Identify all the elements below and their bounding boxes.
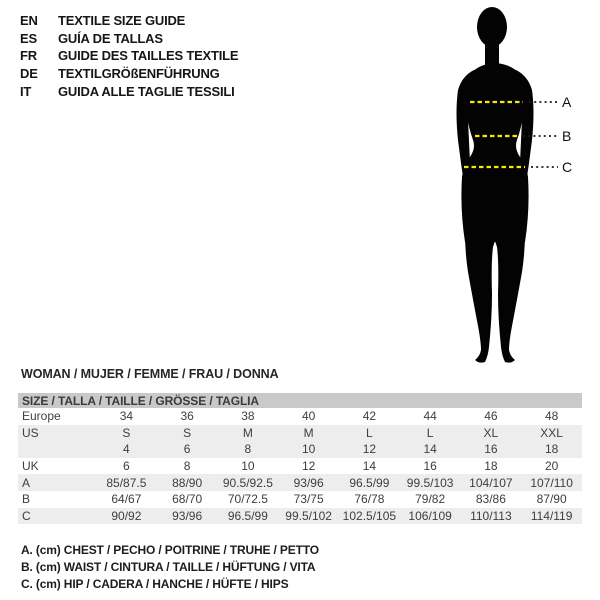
language-code: EN xyxy=(20,13,38,29)
language-row-it xyxy=(20,82,238,100)
size-cell: L xyxy=(426,425,434,440)
size-cell: 18 xyxy=(484,459,498,474)
legend-line-b: B. (cm) WAIST / CINTURA / TAILLE / HÜFTUNG / VITA xyxy=(21,560,316,575)
size-cell: 6 xyxy=(123,459,130,474)
size-cell: 8 xyxy=(183,459,191,474)
woman-silhouette-icon xyxy=(430,0,600,370)
measure-label-b: B xyxy=(562,128,572,144)
size-table-row-us-numeric xyxy=(18,441,582,458)
size-cell: 34 xyxy=(119,409,134,424)
language-row-en xyxy=(20,12,238,30)
size-table-row-b xyxy=(18,491,582,508)
size-cell: 99.5/103 xyxy=(406,475,454,490)
size-table-header: SIZE / TALLA / TAILLE / GRÖSSE / TAGLIA xyxy=(18,393,582,408)
language-code: DE xyxy=(20,66,38,82)
language-title: GUIDE DES TAILLES TEXTILE xyxy=(58,48,239,64)
size-cell: 16 xyxy=(484,442,498,457)
size-table xyxy=(18,393,582,524)
language-row-es xyxy=(20,30,238,48)
measure-label-a: A xyxy=(562,94,572,110)
size-cell: S xyxy=(122,425,131,440)
size-cell: 104/107 xyxy=(469,475,513,490)
measurement-legend xyxy=(21,542,319,594)
size-cell: 8 xyxy=(244,442,252,457)
size-cell: 90.5/92.5 xyxy=(222,475,273,490)
size-table-row-us xyxy=(18,425,582,442)
size-cell: XXL xyxy=(540,425,563,440)
size-cell: 12 xyxy=(362,442,377,457)
size-cell: 14 xyxy=(362,459,377,474)
row-label: C xyxy=(22,508,31,523)
measure-label-c: C xyxy=(562,159,573,175)
size-cell: 106/109 xyxy=(408,508,452,523)
size-cell: 96.5/99 xyxy=(349,475,390,490)
size-cell: XL xyxy=(483,425,499,440)
size-cell: M xyxy=(242,425,253,440)
size-cell: 68/70 xyxy=(172,492,203,507)
size-cell: 93/96 xyxy=(172,508,203,523)
language-code: IT xyxy=(20,83,32,99)
size-cell: L xyxy=(366,425,373,440)
size-cell: 64/67 xyxy=(111,492,142,507)
legend-line-a: A. (cm) CHEST / PECHO / POITRINE / TRUHE / PETTO xyxy=(21,543,319,557)
size-cell: 85/87.5 xyxy=(106,475,147,490)
row-label: Europe xyxy=(22,409,61,424)
size-cell: 99.5/102 xyxy=(285,508,332,523)
language-title: TEXTILE SIZE GUIDE xyxy=(58,13,186,29)
size-cell: 42 xyxy=(362,409,377,424)
size-cell: 46 xyxy=(484,409,498,424)
row-label: UK xyxy=(22,459,39,474)
size-cell: 79/82 xyxy=(415,492,446,507)
size-table-row-a xyxy=(18,474,582,491)
size-cell: 96.5/99 xyxy=(227,508,268,523)
size-table-rows xyxy=(18,408,582,524)
woman-silhouette-figure xyxy=(430,0,600,370)
size-cell: 38 xyxy=(241,409,255,424)
size-cell: 87/90 xyxy=(536,492,567,507)
size-cell: 70/72.5 xyxy=(227,492,268,507)
language-row-fr xyxy=(20,47,238,65)
size-cell: 83/86 xyxy=(475,492,506,507)
language-code: ES xyxy=(20,30,37,46)
size-cell: 90/92 xyxy=(111,508,142,523)
language-title-block xyxy=(20,12,238,100)
size-cell: 6 xyxy=(183,442,191,457)
size-cell: 16 xyxy=(423,459,437,474)
size-cell: 110/113 xyxy=(470,508,512,523)
size-cell: 102.5/105 xyxy=(342,508,397,523)
size-cell: 10 xyxy=(241,459,255,474)
size-cell: 14 xyxy=(423,442,437,457)
size-cell: S xyxy=(183,425,192,440)
table-group-title: WOMAN / MUJER / FEMME / FRAU / DONNA xyxy=(21,367,279,381)
row-label: US xyxy=(22,425,39,440)
size-cell: 107/110 xyxy=(530,475,573,490)
language-code: FR xyxy=(20,48,37,64)
size-table-row-uk xyxy=(18,458,582,475)
language-row-de xyxy=(20,65,238,83)
legend-line-c: C. (cm) HIP / CADERA / HANCHE / HÜFTE / HIPS xyxy=(21,577,289,592)
size-cell: M xyxy=(303,425,314,440)
size-cell: 48 xyxy=(544,409,559,424)
size-cell: 40 xyxy=(301,409,316,424)
woman-silhouette-body xyxy=(457,7,534,363)
size-cell: 73/75 xyxy=(293,492,324,507)
size-cell: 12 xyxy=(301,459,316,474)
size-cell: 93/96 xyxy=(293,475,324,490)
size-cell: 4 xyxy=(123,442,130,457)
language-title: GUÍA DE TALLAS xyxy=(58,30,163,46)
size-cell: 36 xyxy=(180,409,194,424)
size-cell: 10 xyxy=(301,442,316,457)
size-cell: 76/78 xyxy=(354,492,385,507)
size-table-row-c xyxy=(18,508,582,525)
size-cell: 44 xyxy=(423,409,437,424)
size-cell: 114/119 xyxy=(530,508,573,523)
size-cell: 18 xyxy=(544,442,559,457)
size-table-row-europe xyxy=(18,408,582,425)
language-title: TEXTILGRÖßENFÜHRUNG xyxy=(58,66,220,82)
size-cell: 20 xyxy=(544,459,559,474)
row-label: A xyxy=(22,475,31,490)
size-cell: 88/90 xyxy=(172,475,203,490)
language-title: GUIDA ALLE TAGLIE TESSILI xyxy=(58,83,235,99)
row-label: B xyxy=(22,492,31,507)
